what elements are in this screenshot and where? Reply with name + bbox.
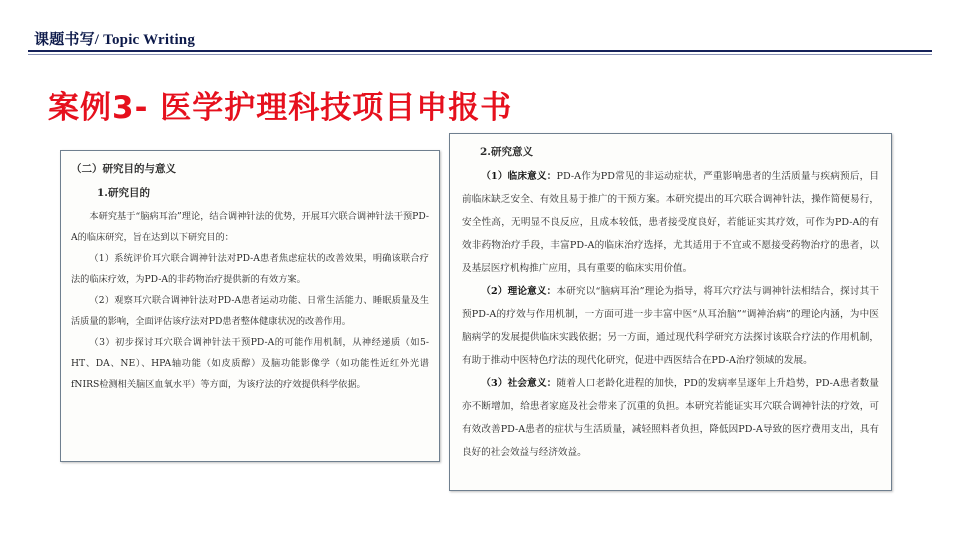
- left-paragraph: 本研究基于“脑病耳治”理论，结合调神针法的优势，开展耳穴联合调神针法干预PD-A的临床研究，旨在达到以下研究目的：: [71, 211, 429, 243]
- right-document-excerpt: [449, 133, 892, 491]
- paragraph-lead: （1）临床意义：: [481, 171, 557, 182]
- section-label: 课题书写/ Topic Writing: [34, 32, 196, 48]
- left-paragraph: （3）初步探讨耳穴联合调神针法干预PD-A的可能作用机制，从神经递质（如5-HT、DA、NE）、HPA轴功能（如皮质醇）及脑功能影像学（如功能性近红外光谱fNIRS检测相关脑区血氧水平）等方面，为该疗法的疗效提供科学依据。: [71, 337, 429, 390]
- header-rule: [28, 50, 932, 52]
- left-paragraph: （2）观察耳穴联合调神针法对PD-A患者运动功能、日常生活能力、睡眠质量及生活质量的影响，全面评估该疗法对PD患者整体健康状况的改善作用。: [71, 295, 429, 327]
- left-paragraph: （1）系统评价耳穴联合调神针法对PD-A患者焦虑症状的改善效果，明确该联合疗法的临床疗效，为PD-A的非药物治疗提供新的有效方案。: [71, 253, 429, 285]
- left-document-excerpt: [60, 150, 440, 462]
- right-heading: 2.研究意义: [480, 146, 533, 158]
- left-subheading: 1.研究目的: [97, 187, 150, 199]
- right-paragraph: [462, 165, 879, 280]
- paragraph-body: PD-A作为PD常见的非运动症状，严重影响患者的生活质量与疾病预后，目前临床缺乏安全、有效且易于推广的干预方案。本研究提出的耳穴联合调神针法，操作简便易行，安全性高，无明显不良反应，且成本较低，患者接受度良好，若能证实其疗效，可作为PD-A的有效非药物治疗手段，丰富PD-A的临床治疗选择，尤其适用于不宜或不愿接受药物治疗的患者，以及基层医疗机构推广应用，具有重要的临床实用价值。: [462, 171, 879, 274]
- right-paragraph: [462, 372, 879, 464]
- page-title: 案例3- 医学护理科技项目申报书: [48, 90, 513, 126]
- right-paragraph: [462, 280, 879, 372]
- header-rule-thin: [28, 54, 932, 55]
- paragraph-lead: （2）理论意义：: [481, 286, 557, 297]
- paragraph-lead: （3）社会意义：: [481, 378, 557, 389]
- paragraph-body: 随着人口老龄化进程的加快，PD的发病率呈逐年上升趋势，PD-A患者数量亦不断增加，给患者家庭及社会带来了沉重的负担。本研究若能证实耳穴联合调神针法的疗效，可有效改善PD-A患者的症状与生活质量，减轻照料者负担，降低因PD-A导致的医疗费用支出，具有良好的社会效益与经济效益。: [462, 378, 879, 458]
- paragraph-body: 本研究以“脑病耳治”理论为指导，将耳穴疗法与调神针法相结合，探讨其干预PD-A的疗效与作用机制，一方面可进一步丰富中医“从耳治脑”“调神治病”的理论内涵，为中医脑病学的发展提供临床实践依据；另一方面，通过现代科学研究方法探讨该联合疗法的作用机制，有助于推动中医特色疗法的现代化研究，促进中西医结合在PD-A治疗领域的发展。: [462, 286, 879, 366]
- left-heading: （二）研究目的与意义: [71, 163, 176, 175]
